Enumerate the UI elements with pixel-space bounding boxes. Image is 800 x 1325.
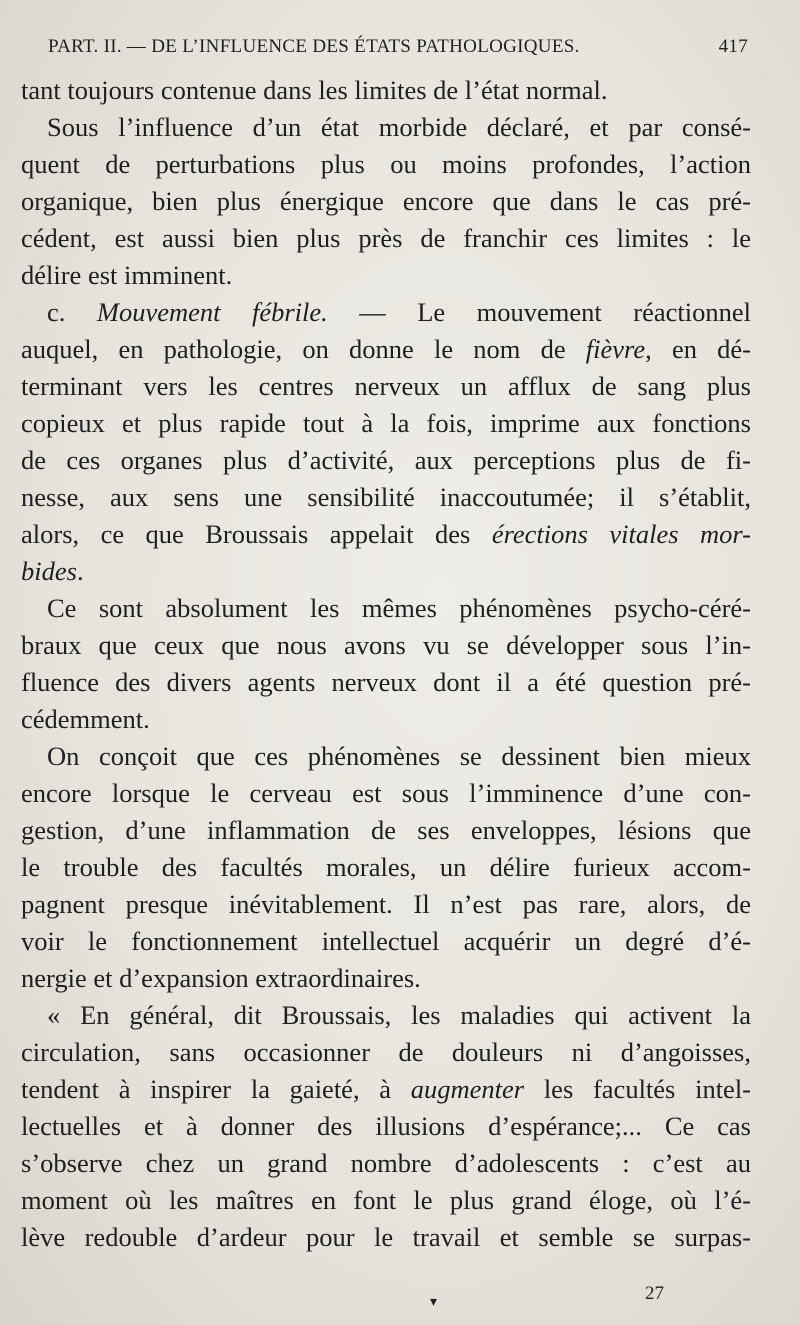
text-line: voir le fonctionnement intellectuel acquérir un degré d’é- <box>21 926 751 956</box>
text-line: quent de perturbations plus ou moins profondes, l’action <box>21 149 751 179</box>
page-number: 417 <box>718 36 748 57</box>
text-line: cédemment. <box>21 704 150 734</box>
text-segment: , en dé- <box>645 334 751 364</box>
text-line <box>21 553 751 590</box>
text-line: nergie et d’expansion extraordinaires. <box>21 963 421 993</box>
text-line: On conçoit que ces phénomènes se dessinent bien mieux <box>47 741 751 771</box>
text-line: encore lorsque le cerveau est sous l’imminence d’une con- <box>21 778 751 808</box>
text-line: s’observe chez un grand nombre d’adolescents : c’est au <box>21 1148 751 1178</box>
text-line <box>21 1071 751 1108</box>
text-line: de ces organes plus d’activité, aux perceptions plus de fi- <box>21 445 751 475</box>
text-segment: alors, ce que Broussais appelait des <box>21 519 492 549</box>
text-line: tant toujours contenue dans les limites de l’état normal. <box>21 75 608 105</box>
italic-segment: augmenter <box>410 1074 525 1104</box>
text-line: lève redouble d’ardeur pour le travail et semble se surpas- <box>21 1222 751 1252</box>
text-segment: les facultés intel- <box>524 1074 751 1104</box>
text-line: organique, bien plus énergique encore que dans le cas pré- <box>21 186 751 216</box>
text-line: terminant vers les centres nerveux un afflux de sang plus <box>21 371 751 401</box>
text-line: fluence des divers agents nerveux dont il a été question pré- <box>21 667 751 697</box>
text-line: circulation, sans occasionner de douleurs ni d’angoisses, <box>21 1037 751 1067</box>
text-line: copieux et plus rapide tout à la fois, imprime aux fonctions <box>21 408 751 438</box>
italic-segment: fièvre <box>585 334 646 364</box>
text-line: le trouble des facultés morales, un délire furieux accom- <box>21 852 751 882</box>
text-line: « En général, dit Broussais, les maladies qui activent la <box>47 1000 751 1030</box>
text-line: nesse, aux sens une sensibilité inaccoutumée; il s’établit, <box>21 482 751 512</box>
text-line <box>21 516 751 553</box>
running-title: PART. II. — DE L’INFLUENCE DES ÉTATS PATHOLOGIQUES. <box>48 36 580 57</box>
text-segment: tendent à inspirer la gaieté, à <box>21 1074 411 1104</box>
text-line: braux que ceux que nous avons vu se développer sous l’in- <box>21 630 751 660</box>
text-line: gestion, d’une inflammation de ses enveloppes, lésions que <box>21 815 751 845</box>
text-line: Ce sont absolument les mêmes phénomènes psycho-céré- <box>47 593 751 623</box>
text-segment: c. <box>47 297 97 327</box>
text-line: délire est imminent. <box>21 260 233 290</box>
text-segment: . <box>76 556 84 586</box>
body-text <box>21 72 751 1256</box>
printer-mark: ▾ <box>430 1295 438 1310</box>
italic-segment: érections vitales mor- <box>491 519 751 549</box>
text-line: pagnent presque inévitablement. Il n’est pas rare, alors, de <box>21 889 751 919</box>
text-line <box>21 294 751 331</box>
text-line: Sous l’influence d’un état morbide déclaré, et par consé- <box>47 112 751 142</box>
signature-mark: 27 <box>645 1283 664 1304</box>
italic-segment: Mouvement fébrile. <box>96 297 328 327</box>
text-line <box>21 331 751 368</box>
text-line: moment où les maîtres en font le plus grand éloge, où l’é- <box>21 1185 751 1215</box>
running-header <box>48 36 748 60</box>
italic-segment: bides <box>21 556 77 586</box>
text-segment: — Le mouvement réactionnel <box>327 297 751 327</box>
text-line: lectuelles et à donner des illusions d’espérance;... Ce cas <box>21 1111 751 1141</box>
text-line: cédent, est aussi bien plus près de franchir ces limites : le <box>21 223 751 253</box>
text-segment: auquel, en pathologie, on donne le nom de <box>21 334 586 364</box>
